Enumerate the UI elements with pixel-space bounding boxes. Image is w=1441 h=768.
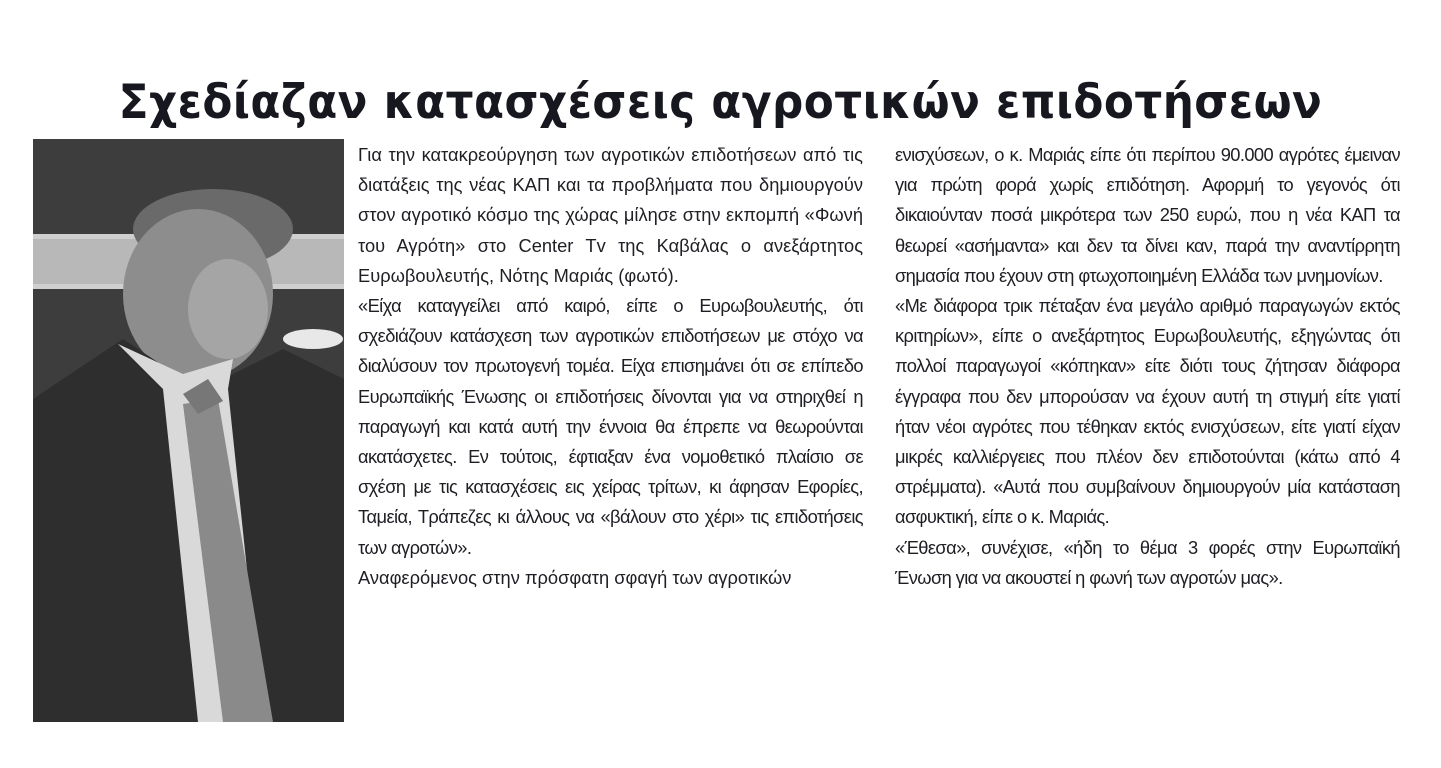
paragraph: «Είχα καταγγείλει από καιρό, είπε ο Ευρωβουλευτής, ότι σχεδιάζουν κατάσχεση των αγροτικών επιδοτήσεων με στόχο να διαλύσουν τον πρωτογενή τομέα. Είχα επισημάνει ότι σε επίπεδο Ευρωπαϊκής Ένωσης οι επιδοτήσεις δίνονται για να στηριχθεί η παραγωγή και κατά αυτή την έννοια θα έπρεπε να θεωρούνται ακατάσχετες. Εν τούτοις, έφτιαξαν ένα νομοθετικό πλαίσιο σε σχέση με τις κατασχέσεις εις χείρας τρίτων, κι άφησαν Εφορίες, Ταμεία, Τράπεζες κι άλλους να «βάλουν στο χέρι» τις επιδοτήσεις των αγροτών». xyxy=(358,295,863,558)
headline: Σχεδίαζαν κατασχέσεις αγροτικών επιδοτήσεων xyxy=(118,75,1323,131)
paragraph: «Έθεσα», συνέχισε, «ήδη το θέμα 3 φορές στην Ευρωπαϊκή Ένωση για να ακουστεί η φωνή των αγροτών μας». xyxy=(895,536,1400,588)
article-column-1 xyxy=(358,140,863,593)
paragraph: Αναφερόμενος στην πρόσφατη σφαγή των αγροτικών xyxy=(358,566,792,588)
article-column-2 xyxy=(895,140,1400,593)
portrait-image xyxy=(33,139,344,722)
paragraph: ενισχύσεων, ο κ. Μαριάς είπε ότι περίπου 90.000 αγρότες έμειναν για πρώτη φορά χωρίς επιδότηση. Αφορμή το γεγονός ότι δικαιούνταν ποσά μικρότερα των 250 ευρώ, που η νέα ΚΑΠ τα θεωρεί «ασήμαντα» και δεν τα δίνει καν, παρά την αναντίρρητη σημασία που έχουν στη φτωχοποιημένη Ελλάδα των μνημονίων. xyxy=(895,144,1400,286)
paragraph: «Με διάφορα τρικ πέταξαν ένα μεγάλο αριθμό παραγωγών εκτός κριτηρίων», είπε ο ανεξάρτητος Ευρωβουλευτής, εξηγώντας ότι πολλοί παραγωγοί «κόπηκαν» είτε διότι τους ζήτησαν διάφορα έγγραφα που δεν μπορούσαν να έχουν αυτή τη στιγμή είτε γιατί ήταν νέοι αγρότες που τέθηκαν εκτός ενισχύσεων, είτε γιατί είχαν μικρές καλλιέργειες που πλέον δεν επιδοτούνται (κάτω από 4 στρέμματα). «Αυτά που συμβαίνουν δημιουργούν μία κατάσταση ασφυκτική, είπε ο κ. Μαριάς. xyxy=(895,295,1400,528)
paragraph: Για την κατακρεούργηση των αγροτικών επιδοτήσεων από τις διατάξεις της νέας ΚΑΠ και τα προβλήματα που δημιουργούν στον αγροτικό κόσμο της χώρας μίλησε στην εκπομπή «Φωνή του Αγρότη» στο Center Tv της Καβάλας ο ανεξάρτητος Ευρωβουλευτής, Νότης Μαριάς (φωτό). xyxy=(358,144,863,286)
portrait-photo xyxy=(33,139,344,722)
